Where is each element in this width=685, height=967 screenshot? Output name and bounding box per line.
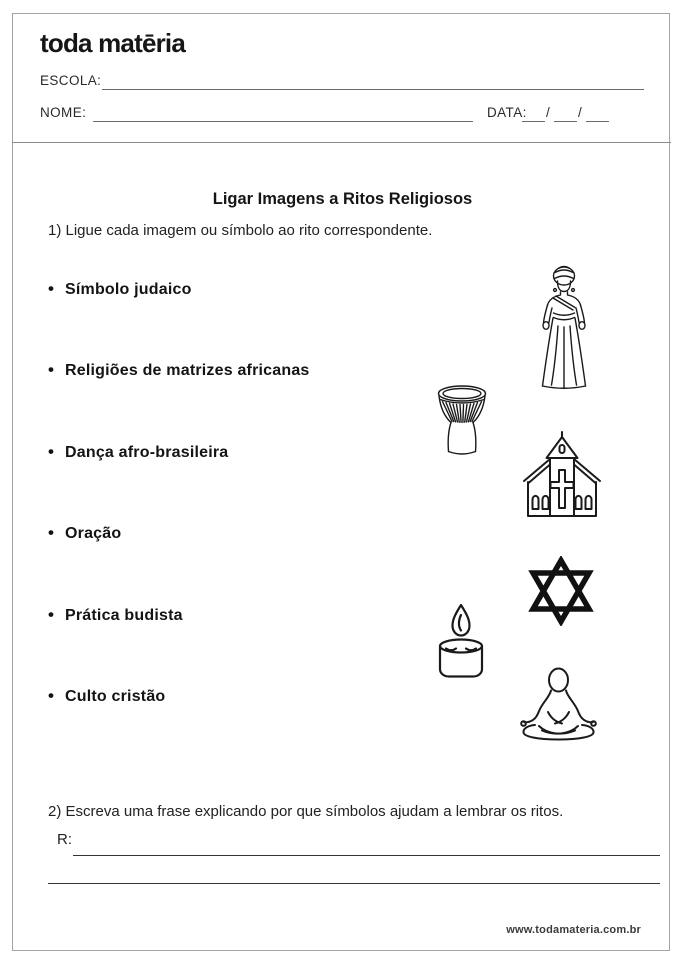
header-divider: [12, 142, 671, 143]
candle-icon: [436, 600, 486, 680]
question-1: 1) Ligue cada imagem ou símbolo ao rito correspondente.: [48, 222, 433, 239]
name-fill-line: [93, 105, 473, 122]
date-label: DATA:: [487, 105, 527, 120]
date-slash: /: [546, 105, 550, 120]
rite-item-culto-cristao: • Culto cristão: [48, 686, 165, 706]
worksheet-title: Ligar Imagens a Ritos Religiosos: [212, 190, 473, 208]
question-2: 2) Escreva uma frase explicando por que símbolos ajudam a lembrar os ritos.: [48, 803, 564, 820]
date-slash: /: [578, 105, 582, 120]
rite-item-danca-afro-brasileira: • Dança afro-brasileira: [48, 442, 228, 462]
brand-logo: toda matēria: [40, 28, 186, 58]
star-of-david-icon: [527, 556, 595, 626]
meditating-person-icon: [515, 666, 602, 752]
rite-item-oracao: • Oração: [48, 523, 121, 543]
rite-item-simbolo-judaico: • Símbolo judaico: [48, 279, 192, 299]
name-label: NOME:: [40, 105, 87, 120]
african-woman-figure-icon: [536, 264, 592, 392]
school-label: ESCOLA:: [40, 73, 102, 88]
djembe-drum-icon: [436, 384, 488, 458]
date-month-blank: [554, 105, 577, 122]
date-year-blank: [586, 105, 609, 122]
date-day-blank: [522, 105, 545, 122]
answer-line-1: [73, 836, 660, 856]
footer-website-url: www.todamateria.com.br: [506, 924, 641, 936]
rite-item-pratica-budista: • Prática budista: [48, 605, 183, 625]
answer-prefix: R:: [57, 831, 72, 848]
rite-item-matrizes-africanas: • Religiões de matrizes africanas: [48, 360, 310, 380]
school-fill-line: [102, 73, 644, 90]
church-icon: [519, 428, 605, 520]
answer-line-2: [48, 864, 660, 884]
